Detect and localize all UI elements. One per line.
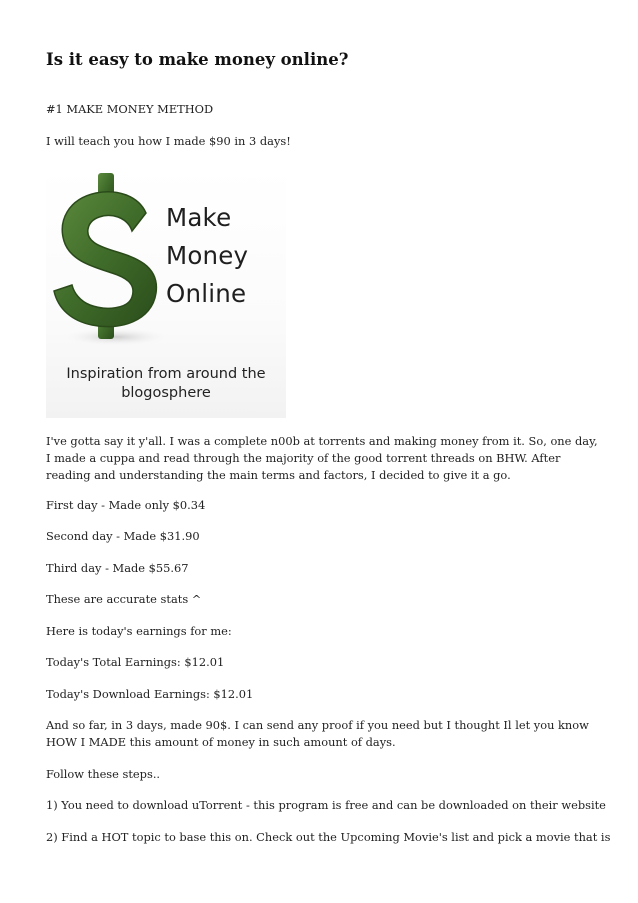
step-1: 1) You need to download uTorrent - this program is free and can be downloaded on their website	[46, 798, 606, 812]
image-text-make: Make	[166, 203, 232, 232]
image-caption-line1: Inspiration from around the	[66, 366, 266, 382]
page-title: Is it easy to make money online?	[46, 50, 349, 69]
stats-note: These are accurate stats ^	[46, 592, 202, 606]
image-text-online: Online	[166, 279, 247, 308]
download-earnings: Today's Download Earnings: $12.01	[46, 687, 254, 701]
image-text-money: Money	[166, 241, 249, 270]
total-earnings: Today's Total Earnings: $12.01	[46, 655, 225, 669]
day1-earnings: First day - Made only $0.34	[46, 498, 206, 512]
summary-paragraph: And so far, in 3 days, made 90$. I can send any proof if you need but I thought Il let you know HOW I MADE this amount of money in such amount of days.	[46, 718, 589, 749]
story-paragraph: I've gotta say it y'all. I was a complete n00b at torrents and making money from it. So, one day, I made a cuppa and read through the majority of the good torrent threads on BHW. After reading and understanding the main terms and factors, I decided to give it a go.	[46, 434, 598, 482]
method-heading: #1 MAKE MONEY METHOD	[46, 102, 214, 116]
day2-earnings: Second day - Made $31.90	[46, 529, 200, 543]
make-money-online-image	[46, 165, 286, 418]
image-caption-line2: blogosphere	[121, 385, 211, 401]
intro-line: I will teach you how I made $90 in 3 days!	[46, 134, 291, 148]
todays-earnings-heading: Here is today's earnings for me:	[46, 624, 232, 638]
day3-earnings: Third day - Made $55.67	[46, 561, 189, 575]
steps-heading: Follow these steps..	[46, 767, 161, 781]
step-2: 2) Find a HOT topic to base this on. Check out the Upcoming Movie's list and pick a movie that is	[46, 830, 611, 844]
